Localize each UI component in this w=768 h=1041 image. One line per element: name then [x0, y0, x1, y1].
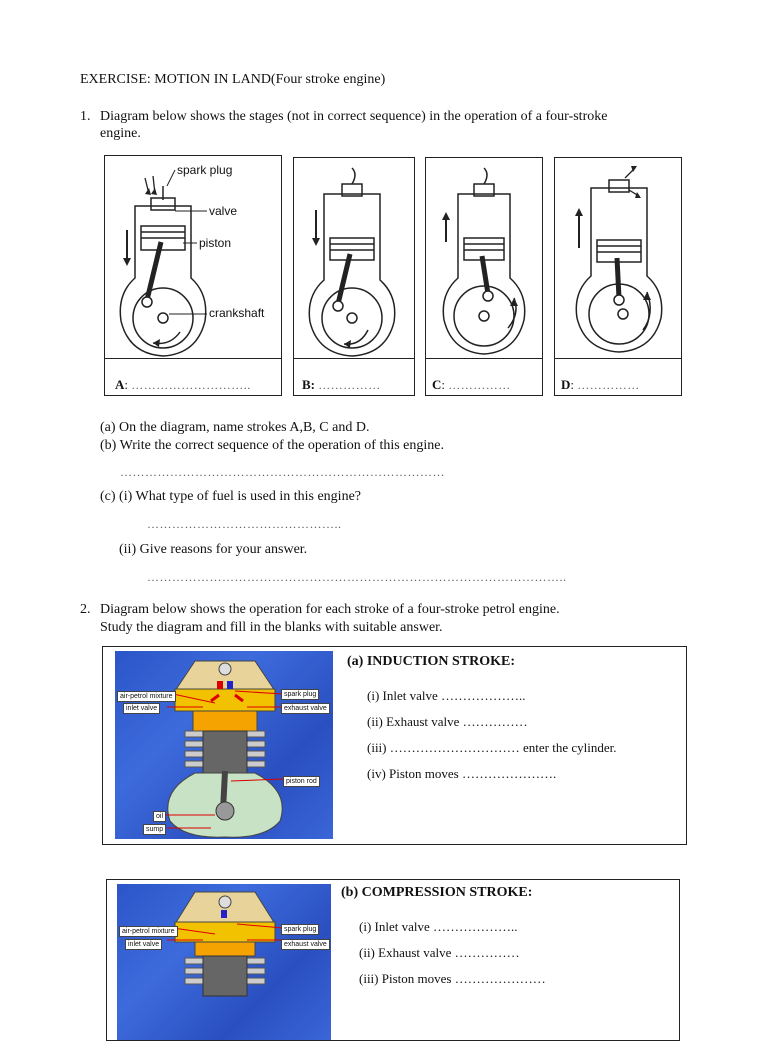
- engine-b-drawing: [294, 158, 414, 360]
- induction-stroke-panel: [102, 646, 687, 845]
- engine-diagram-b: [293, 157, 415, 361]
- q1-part-b-answer-line[interactable]: ……………………………………………………………………: [120, 465, 445, 479]
- box-c-letter: C: [432, 377, 442, 392]
- box-a-dots: ………………………..: [131, 378, 251, 392]
- compression-item-ii[interactable]: (ii) Exhaust valve ……………: [359, 945, 520, 960]
- piston-label: piston: [199, 236, 232, 250]
- tag-spark-plug-2: spark plug: [281, 924, 319, 935]
- q1-part-c-ii-answer-line[interactable]: ………………………………………………………………………………………..: [147, 570, 567, 584]
- box-a-sep: :: [124, 377, 129, 392]
- tag-spark-plug: spark plug: [281, 689, 319, 700]
- induction-stroke-heading: (a) INDUCTION STROKE:: [347, 654, 516, 669]
- q2-text-line1: Diagram below shows the operation for each stroke of a four-stroke petrol engine.: [100, 602, 560, 617]
- induction-item-ii[interactable]: (ii) Exhaust valve ……………: [367, 714, 528, 729]
- box-b-letter: B:: [302, 377, 315, 392]
- tag-exhaust-valve-2: exhaust valve: [281, 939, 330, 950]
- valve-label: valve: [209, 204, 238, 218]
- box-a-letter: A: [115, 377, 125, 392]
- q1-part-a: (a) On the diagram, name strokes A,B, C and D.: [100, 420, 370, 435]
- tag-inlet-valve: inlet valve: [123, 703, 160, 714]
- tag-sump: sump: [143, 824, 166, 835]
- exercise-title: EXERCISE: MOTION IN LAND(Four stroke engine): [80, 72, 386, 87]
- q1-number: 1.: [80, 109, 91, 124]
- answer-box-a[interactable]: [104, 358, 282, 396]
- tag-air-petrol-mixture: air-petrol mixture: [117, 691, 176, 702]
- q1-text-line2: engine.: [100, 126, 141, 141]
- compression-item-iii[interactable]: (iii) Piston moves …………………: [359, 971, 546, 986]
- tag-inlet-valve-2: inlet valve: [125, 939, 162, 950]
- spark-plug-label: spark plug: [177, 163, 233, 177]
- box-d-dots: ……………: [577, 378, 640, 392]
- tag-piston-rod: piston rod: [283, 776, 320, 787]
- answer-box-b[interactable]: [293, 358, 415, 396]
- engine-d-drawing: [555, 158, 681, 360]
- q2-text-line2: Study the diagram and fill in the blanks with suitable answer.: [100, 620, 443, 635]
- box-c-dots: ……………: [448, 378, 511, 392]
- box-c-sep: :: [441, 377, 446, 392]
- engine-diagram-a: [104, 155, 282, 361]
- compression-engine-illustration: [117, 884, 331, 1040]
- q1-part-c-i: (c) (i) What type of fuel is used in this engine?: [100, 489, 361, 504]
- q1-part-c-i-answer-line[interactable]: ………………………………………..: [147, 517, 342, 531]
- engine-c-drawing: [426, 158, 542, 360]
- engine-diagram-d: [554, 157, 682, 361]
- answer-box-d[interactable]: [554, 358, 682, 396]
- tag-oil: oil: [153, 811, 166, 822]
- induction-engine-illustration: [115, 651, 333, 839]
- q1-part-b: (b) Write the correct sequence of the operation of this engine.: [100, 438, 444, 453]
- q1-text-line1: Diagram below shows the stages (not in correct sequence) in the operation of a four-stroke: [100, 109, 608, 124]
- compression-stroke-heading: (b) COMPRESSION STROKE:: [341, 885, 533, 900]
- induction-engine-drawing: [115, 651, 333, 839]
- box-d-letter: D: [561, 377, 571, 392]
- crankshaft-label: crankshaft: [209, 306, 265, 320]
- induction-item-iv[interactable]: (iv) Piston moves ………………….: [367, 766, 557, 781]
- answer-box-c[interactable]: [425, 358, 543, 396]
- tag-air-petrol-mixture-2: air-petrol mixture: [119, 926, 178, 937]
- engine-a-drawing: [105, 156, 281, 360]
- tag-exhaust-valve: exhaust valve: [281, 703, 330, 714]
- engine-diagram-c: [425, 157, 543, 361]
- compression-item-i[interactable]: (i) Inlet valve ………………..: [359, 919, 518, 934]
- compression-engine-drawing: [117, 884, 331, 1040]
- q2-number: 2.: [80, 602, 91, 617]
- induction-item-i[interactable]: (i) Inlet valve ………………..: [367, 688, 526, 703]
- box-d-sep: :: [570, 377, 575, 392]
- box-b-dots: ……………: [318, 378, 381, 392]
- q1-part-c-ii: (ii) Give reasons for your answer.: [119, 542, 308, 557]
- compression-stroke-panel: [106, 879, 680, 1041]
- induction-item-iii[interactable]: (iii) ………………………… enter the cylinder.: [367, 740, 617, 755]
